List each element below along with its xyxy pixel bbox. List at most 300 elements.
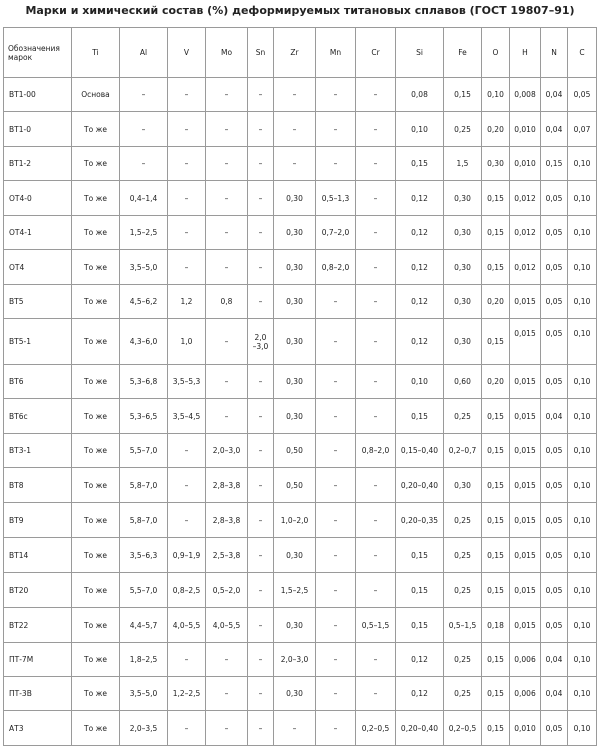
- table-cell: То же: [72, 468, 120, 503]
- table-cell: –: [356, 468, 396, 503]
- grade-cell: ВТ8: [4, 468, 72, 503]
- table-cell: 0,15: [482, 434, 510, 468]
- table-cell: 0,18: [482, 608, 510, 643]
- table-cell: 0,08: [396, 78, 444, 112]
- table-row: [4, 365, 597, 399]
- table-cell: –: [248, 181, 274, 216]
- table-cell: 0,30: [482, 147, 510, 181]
- table-cell: 1,8–2,5: [120, 643, 168, 677]
- table-cell: 5,5–7,0: [120, 434, 168, 468]
- table-cell: 0,15: [482, 573, 510, 608]
- table-cell: 3,5–6,3: [120, 538, 168, 573]
- table-cell: –: [316, 711, 356, 746]
- table-cell: 4,0–5,5: [168, 608, 206, 643]
- table-cell: 0,30: [274, 399, 316, 434]
- table-header-row: [4, 28, 597, 78]
- table-cell: 0,012: [510, 181, 541, 216]
- table-cell: –: [316, 147, 356, 181]
- table-cell: 0,10: [568, 216, 597, 250]
- table-cell: 0,30: [444, 250, 482, 285]
- grade-cell: ВТ1-0: [4, 112, 72, 147]
- table-cell: 2,0–3,5: [120, 711, 168, 746]
- table-cell: 0,30: [274, 319, 316, 365]
- table-cell: –: [206, 78, 248, 112]
- column-header: V: [168, 28, 206, 78]
- table-cell: То же: [72, 677, 120, 711]
- grade-cell: ВТ9: [4, 503, 72, 538]
- table-cell: 0,05: [541, 319, 568, 365]
- table-cell: 0,5–1,5: [444, 608, 482, 643]
- table-cell: –: [248, 468, 274, 503]
- table-row: [4, 503, 597, 538]
- table-row: [4, 147, 597, 181]
- table-cell: 0,04: [541, 643, 568, 677]
- table-cell: 1,0–2,0: [274, 503, 316, 538]
- table-cell: 0,15: [482, 181, 510, 216]
- table-cell: –: [206, 147, 248, 181]
- grade-cell: ОТ4-1: [4, 216, 72, 250]
- table-cell: 0,20–0,40: [396, 711, 444, 746]
- table-cell: 0,8–2,0: [356, 434, 396, 468]
- table-cell: –: [168, 503, 206, 538]
- column-header: Cr: [356, 28, 396, 78]
- table-cell: 0,25: [444, 677, 482, 711]
- table-cell: 0,010: [510, 147, 541, 181]
- table-cell: 0,05: [541, 711, 568, 746]
- table-cell: –: [316, 677, 356, 711]
- table-cell: –: [206, 112, 248, 147]
- table-cell: 0,10: [568, 643, 597, 677]
- table-cell: 1,2: [168, 285, 206, 319]
- table-cell: 0,008: [510, 78, 541, 112]
- table-cell: –: [356, 538, 396, 573]
- table-cell: 0,30: [444, 216, 482, 250]
- table-cell: –: [120, 112, 168, 147]
- table-cell: –: [168, 181, 206, 216]
- table-cell: 0,25: [444, 573, 482, 608]
- table-cell: –: [356, 285, 396, 319]
- column-header: Sn: [248, 28, 274, 78]
- table-cell: 2,0 –3,0: [248, 319, 274, 365]
- grade-cell: ВТ20: [4, 573, 72, 608]
- table-cell: 5,8–7,0: [120, 468, 168, 503]
- table-cell: То же: [72, 711, 120, 746]
- table-cell: –: [248, 434, 274, 468]
- table-body: [4, 78, 597, 746]
- table-cell: 0,30: [274, 285, 316, 319]
- column-header: N: [541, 28, 568, 78]
- table-cell: –: [316, 319, 356, 365]
- table-cell: 0,20–0,40: [396, 468, 444, 503]
- table-cell: –: [168, 434, 206, 468]
- table-cell: 0,05: [541, 503, 568, 538]
- grade-cell: ВТ22: [4, 608, 72, 643]
- table-title: Марки и химический состав (%) деформируемых титановых сплавов (ГОСТ 19807–91): [25, 4, 575, 17]
- table-cell: –: [206, 677, 248, 711]
- table-cell: 0,15: [444, 78, 482, 112]
- table-cell: 0,9–1,9: [168, 538, 206, 573]
- table-cell: –: [248, 216, 274, 250]
- column-header: Al: [120, 28, 168, 78]
- table-cell: 5,5–7,0: [120, 573, 168, 608]
- table-cell: 0,4–1,4: [120, 181, 168, 216]
- table-cell: 0,12: [396, 285, 444, 319]
- table-cell: 0,8–2,5: [168, 573, 206, 608]
- table-cell: 0,25: [444, 399, 482, 434]
- column-header: Ti: [72, 28, 120, 78]
- table-cell: –: [356, 112, 396, 147]
- table-cell: То же: [72, 250, 120, 285]
- table-row: [4, 285, 597, 319]
- table-cell: 0,7–2,0: [316, 216, 356, 250]
- table-cell: 0,50: [274, 468, 316, 503]
- table-cell: –: [248, 677, 274, 711]
- table-cell: 0,15: [482, 216, 510, 250]
- table-cell: –: [274, 711, 316, 746]
- table-cell: 0,015: [510, 319, 541, 365]
- table-cell: –: [168, 147, 206, 181]
- table-cell: 0,10: [396, 365, 444, 399]
- table-row: [4, 181, 597, 216]
- table-cell: –: [248, 538, 274, 573]
- table-cell: 0,15: [482, 319, 510, 365]
- table-cell: 0,05: [541, 181, 568, 216]
- column-header-grade: Обозначения марок: [4, 28, 72, 78]
- table-cell: –: [248, 78, 274, 112]
- table-cell: 0,15: [482, 538, 510, 573]
- table-row: [4, 216, 597, 250]
- table-cell: –: [168, 468, 206, 503]
- table-cell: То же: [72, 399, 120, 434]
- table-row: [4, 608, 597, 643]
- table-cell: –: [356, 147, 396, 181]
- table-cell: 0,12: [396, 677, 444, 711]
- grade-cell: АТ3: [4, 711, 72, 746]
- table-cell: 3,5–5,0: [120, 677, 168, 711]
- column-header: Si: [396, 28, 444, 78]
- grade-cell: ПТ-3В: [4, 677, 72, 711]
- table-row: [4, 677, 597, 711]
- table-cell: 0,20: [482, 365, 510, 399]
- table-cell: –: [356, 399, 396, 434]
- table-cell: 0,015: [510, 468, 541, 503]
- table-cell: 0,10: [568, 285, 597, 319]
- table-cell: 0,25: [444, 643, 482, 677]
- table-cell: 0,05: [541, 573, 568, 608]
- table-cell: 0,012: [510, 216, 541, 250]
- table-cell: –: [316, 434, 356, 468]
- table-cell: Основа: [72, 78, 120, 112]
- table-cell: 1,5–2,5: [120, 216, 168, 250]
- table-cell: –: [316, 399, 356, 434]
- table-cell: То же: [72, 538, 120, 573]
- column-header: Mo: [206, 28, 248, 78]
- table-cell: –: [316, 468, 356, 503]
- column-header: C: [568, 28, 597, 78]
- table-cell: –: [248, 643, 274, 677]
- table-cell: 0,05: [541, 250, 568, 285]
- table-row: [4, 468, 597, 503]
- grade-cell: ВТ3-1: [4, 434, 72, 468]
- table-cell: 1,0: [168, 319, 206, 365]
- table-cell: 0,20: [482, 285, 510, 319]
- table-row: [4, 319, 597, 365]
- table-cell: 0,10: [396, 112, 444, 147]
- table-cell: 0,15: [482, 711, 510, 746]
- table-row: [4, 399, 597, 434]
- table-cell: –: [206, 250, 248, 285]
- table-cell: 0,15: [396, 147, 444, 181]
- table-cell: 0,15: [541, 147, 568, 181]
- alloy-composition-table: [3, 27, 597, 746]
- table-cell: –: [356, 503, 396, 538]
- column-header: O: [482, 28, 510, 78]
- column-header: Fe: [444, 28, 482, 78]
- table-cell: –: [248, 250, 274, 285]
- table-cell: 2,0–3,0: [206, 434, 248, 468]
- table-cell: –: [206, 319, 248, 365]
- table-row: [4, 643, 597, 677]
- table-cell: –: [168, 112, 206, 147]
- table-cell: 5,3–6,5: [120, 399, 168, 434]
- table-cell: 0,015: [510, 285, 541, 319]
- table-cell: 0,015: [510, 573, 541, 608]
- table-cell: 0,30: [274, 250, 316, 285]
- table-cell: –: [206, 399, 248, 434]
- table-cell: –: [248, 711, 274, 746]
- table-cell: –: [206, 365, 248, 399]
- table-cell: 0,25: [444, 538, 482, 573]
- table-cell: То же: [72, 112, 120, 147]
- table-cell: –: [316, 503, 356, 538]
- table-cell: –: [356, 181, 396, 216]
- table-cell: 0,10: [568, 319, 597, 365]
- table-cell: 0,015: [510, 399, 541, 434]
- table-cell: 0,006: [510, 677, 541, 711]
- table-cell: 0,10: [568, 711, 597, 746]
- table-cell: –: [248, 285, 274, 319]
- table-cell: 0,2–0,7: [444, 434, 482, 468]
- table-cell: 0,30: [274, 216, 316, 250]
- table-cell: –: [356, 573, 396, 608]
- table-cell: 0,15: [482, 399, 510, 434]
- table-cell: 0,12: [396, 319, 444, 365]
- table-cell: 0,05: [568, 78, 597, 112]
- table-cell: –: [316, 608, 356, 643]
- table-cell: 0,012: [510, 250, 541, 285]
- table-cell: –: [316, 78, 356, 112]
- table-cell: 0,04: [541, 399, 568, 434]
- table-cell: 0,30: [274, 677, 316, 711]
- table-cell: 0,05: [541, 434, 568, 468]
- table-cell: –: [168, 216, 206, 250]
- table-cell: 0,8: [206, 285, 248, 319]
- table-cell: То же: [72, 643, 120, 677]
- table-cell: –: [248, 112, 274, 147]
- table-cell: 0,10: [568, 399, 597, 434]
- table-cell: –: [274, 78, 316, 112]
- grade-cell: ОТ4-0: [4, 181, 72, 216]
- table-cell: 0,04: [541, 677, 568, 711]
- table-cell: 0,50: [274, 434, 316, 468]
- table-cell: 4,5–6,2: [120, 285, 168, 319]
- table-cell: То же: [72, 181, 120, 216]
- table-cell: То же: [72, 216, 120, 250]
- table-cell: 0,015: [510, 503, 541, 538]
- table-cell: 0,30: [444, 468, 482, 503]
- table-cell: То же: [72, 319, 120, 365]
- table-cell: 0,15–0,40: [396, 434, 444, 468]
- table-cell: –: [206, 643, 248, 677]
- table-cell: 0,006: [510, 643, 541, 677]
- table-cell: 0,010: [510, 711, 541, 746]
- table-cell: 0,15: [396, 538, 444, 573]
- table-cell: –: [168, 643, 206, 677]
- table-cell: 2,5–3,8: [206, 538, 248, 573]
- table-cell: 0,15: [396, 608, 444, 643]
- table-cell: –: [206, 216, 248, 250]
- table-cell: 0,20–0,35: [396, 503, 444, 538]
- table-cell: –: [168, 250, 206, 285]
- table-cell: 3,5–4,5: [168, 399, 206, 434]
- table-cell: –: [356, 78, 396, 112]
- column-header: Zr: [274, 28, 316, 78]
- table-cell: –: [248, 399, 274, 434]
- table-row: [4, 434, 597, 468]
- grade-cell: ВТ14: [4, 538, 72, 573]
- table-cell: 0,12: [396, 643, 444, 677]
- table-cell: 0,30: [444, 319, 482, 365]
- table-cell: 0,30: [274, 608, 316, 643]
- table-cell: 0,05: [541, 468, 568, 503]
- table-row: [4, 538, 597, 573]
- table-cell: 0,15: [396, 573, 444, 608]
- table-cell: 0,30: [274, 538, 316, 573]
- table-cell: 0,10: [568, 503, 597, 538]
- table-cell: –: [356, 319, 396, 365]
- table-cell: 0,05: [541, 216, 568, 250]
- grade-cell: ВТ1-2: [4, 147, 72, 181]
- table-cell: 1,5: [444, 147, 482, 181]
- table-cell: 0,25: [444, 112, 482, 147]
- table-cell: 0,07: [568, 112, 597, 147]
- table-cell: То же: [72, 365, 120, 399]
- table-cell: То же: [72, 503, 120, 538]
- table-row: [4, 250, 597, 285]
- grade-cell: ВТ5: [4, 285, 72, 319]
- table-cell: –: [120, 78, 168, 112]
- table-cell: 0,015: [510, 538, 541, 573]
- table-cell: То же: [72, 147, 120, 181]
- table-cell: 1,5–2,5: [274, 573, 316, 608]
- table-cell: –: [248, 147, 274, 181]
- table-cell: –: [316, 112, 356, 147]
- table-cell: –: [206, 711, 248, 746]
- table-cell: 0,15: [482, 503, 510, 538]
- table-cell: 0,15: [396, 399, 444, 434]
- table-cell: –: [356, 643, 396, 677]
- table-cell: То же: [72, 573, 120, 608]
- table-cell: 0,12: [396, 216, 444, 250]
- table-cell: 0,30: [444, 285, 482, 319]
- table-cell: 0,10: [568, 573, 597, 608]
- table-cell: 0,12: [396, 250, 444, 285]
- table-cell: 0,20: [482, 112, 510, 147]
- table-cell: 0,05: [541, 365, 568, 399]
- table-cell: 2,8–3,8: [206, 468, 248, 503]
- table-cell: –: [316, 573, 356, 608]
- table-cell: 0,2–0,5: [356, 711, 396, 746]
- grade-cell: ВТ6с: [4, 399, 72, 434]
- grade-cell: ВТ6: [4, 365, 72, 399]
- column-header: Mn: [316, 28, 356, 78]
- table-cell: –: [120, 147, 168, 181]
- grade-cell: ПТ-7М: [4, 643, 72, 677]
- table-cell: –: [168, 711, 206, 746]
- table-cell: 2,0–3,0: [274, 643, 316, 677]
- table-cell: –: [206, 181, 248, 216]
- table-cell: 5,8–7,0: [120, 503, 168, 538]
- table-row: [4, 573, 597, 608]
- table-cell: 0,04: [541, 78, 568, 112]
- table-cell: 0,10: [568, 147, 597, 181]
- table-cell: 0,10: [568, 250, 597, 285]
- table-cell: 0,10: [482, 78, 510, 112]
- table-cell: 0,25: [444, 503, 482, 538]
- table-cell: –: [316, 643, 356, 677]
- table-cell: 0,10: [568, 468, 597, 503]
- table-cell: 0,015: [510, 365, 541, 399]
- table-cell: 0,10: [568, 434, 597, 468]
- table-cell: –: [248, 365, 274, 399]
- table-cell: –: [274, 147, 316, 181]
- grade-cell: ВТ5-1: [4, 319, 72, 365]
- table-cell: 0,10: [568, 538, 597, 573]
- column-header: H: [510, 28, 541, 78]
- table-cell: –: [274, 112, 316, 147]
- table-cell: 0,30: [274, 365, 316, 399]
- table-row: [4, 112, 597, 147]
- table-cell: 5,3–6,8: [120, 365, 168, 399]
- table-row: [4, 78, 597, 112]
- table-cell: 0,5–1,3: [316, 181, 356, 216]
- table-cell: 0,10: [568, 677, 597, 711]
- table-row: [4, 711, 597, 746]
- table-cell: 0,5–1,5: [356, 608, 396, 643]
- table-cell: 0,05: [541, 538, 568, 573]
- table-cell: 0,10: [568, 365, 597, 399]
- grade-cell: ВТ1-00: [4, 78, 72, 112]
- table-cell: –: [356, 677, 396, 711]
- table-cell: –: [316, 285, 356, 319]
- table-cell: 0,5–2,0: [206, 573, 248, 608]
- table-cell: 0,8–2,0: [316, 250, 356, 285]
- table-cell: 2,8–3,8: [206, 503, 248, 538]
- table-cell: То же: [72, 434, 120, 468]
- table-cell: 0,05: [541, 285, 568, 319]
- table-cell: 0,15: [482, 250, 510, 285]
- table-cell: То же: [72, 608, 120, 643]
- table-cell: –: [356, 365, 396, 399]
- table-cell: –: [248, 573, 274, 608]
- table-cell: 0,30: [444, 181, 482, 216]
- table-cell: 0,10: [568, 181, 597, 216]
- table-cell: –: [248, 503, 274, 538]
- table-cell: –: [356, 216, 396, 250]
- table-cell: 0,10: [568, 608, 597, 643]
- table-cell: 4,0–5,5: [206, 608, 248, 643]
- table-cell: 0,15: [482, 643, 510, 677]
